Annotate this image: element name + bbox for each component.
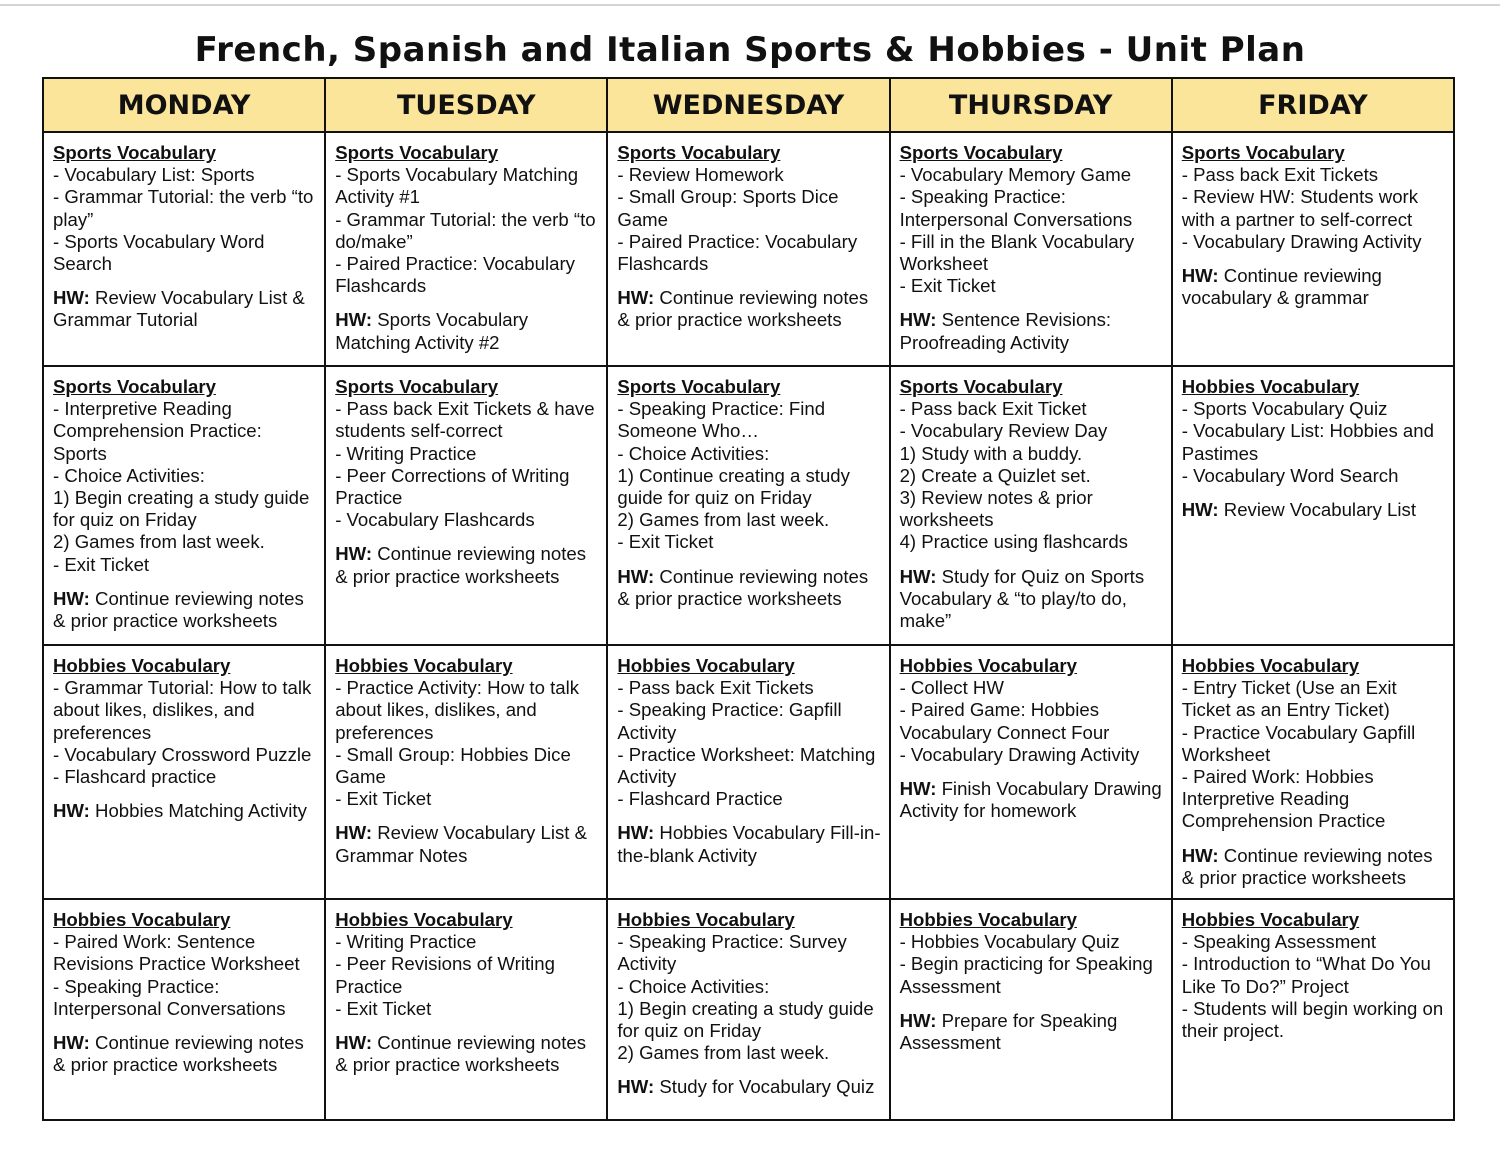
day-cell-tuesday — [325, 645, 607, 899]
day-cell-wednesday — [607, 132, 889, 366]
day-cell-thursday — [890, 132, 1172, 366]
homework-label: HW: — [335, 1032, 373, 1054]
activity-item: - Exit Ticket — [899, 275, 996, 297]
activity-item: 1) Study with a buddy. — [899, 442, 1083, 464]
activity-item: - Vocabulary Word Search — [1181, 464, 1399, 486]
homework — [1182, 265, 1447, 309]
activity-item: - Peer Revisions of Writing Practice — [335, 953, 555, 997]
activity-item: - Review Homework — [617, 164, 784, 186]
cell-heading: Sports Vocabulary — [617, 142, 781, 163]
activity-item: - Vocabulary Flashcards — [335, 509, 535, 531]
day-header-monday: MONDAY — [43, 78, 325, 132]
homework — [53, 588, 318, 632]
activity-item: - Students will begin working on their project. — [1181, 997, 1444, 1042]
day-header-wednesday: WEDNESDAY — [607, 78, 889, 132]
activity-item: - Vocabulary Drawing Activity — [1181, 230, 1422, 252]
homework-text: Review Vocabulary List & Grammar Tutorial — [53, 287, 305, 331]
activity-item: - Review HW: Students work with a partner to self-correct — [1181, 186, 1419, 230]
activity-item: - Pass back Exit Tickets — [1181, 164, 1379, 186]
activity-item: - Pass back Exit Ticket — [899, 398, 1087, 420]
homework-label: HW: — [899, 1009, 937, 1031]
cell-heading: Hobbies Vocabulary — [335, 909, 513, 930]
week-row — [43, 366, 1454, 645]
activity-item: 1) Begin creating a study guide for quiz on Friday — [53, 487, 310, 531]
homework — [53, 1032, 318, 1076]
cell-heading: Hobbies Vocabulary — [617, 655, 795, 676]
homework-label: HW: — [1181, 499, 1219, 521]
homework-label: HW: — [1181, 844, 1219, 866]
activity-item: - Flashcard Practice — [617, 788, 783, 810]
cell-heading: Sports Vocabulary — [1181, 142, 1345, 163]
activity-item: - Speaking Practice: Survey Activity — [617, 931, 847, 975]
activity-item: - Speaking Practice: Find Someone Who… — [617, 398, 826, 442]
activity-item: - Speaking Assessment — [1181, 931, 1377, 953]
day-cell-thursday — [890, 645, 1172, 899]
activity-item: - Speaking Practice: Interpersonal Conversations — [899, 186, 1133, 230]
activity-item: - Peer Corrections of Writing Practice — [335, 464, 570, 509]
activity-item: - Vocabulary Crossword Puzzle — [53, 743, 312, 765]
homework — [617, 822, 882, 866]
homework-text: Continue reviewing notes & prior practice worksheets — [335, 1032, 586, 1076]
cell-heading: Hobbies Vocabulary — [1181, 376, 1360, 397]
activity-item: 2) Games from last week. — [617, 1042, 830, 1064]
activity-item: - Entry Ticket (Use an Exit Ticket as an Entry Ticket) — [1181, 677, 1397, 721]
homework — [617, 566, 882, 610]
homework-text: Continue reviewing notes & prior practice worksheets — [617, 565, 869, 609]
day-cell-wednesday — [607, 645, 889, 899]
activity-item: - Vocabulary Memory Game — [899, 164, 1132, 186]
activity-item: - Vocabulary Drawing Activity — [899, 743, 1140, 765]
activity-item: - Hobbies Vocabulary Quiz — [899, 931, 1120, 953]
activity-item: - Grammar Tutorial: the verb “to do/make” — [335, 208, 596, 252]
cell-heading: Hobbies Vocabulary — [899, 909, 1077, 930]
homework-label: HW: — [53, 287, 90, 309]
cell-heading: Hobbies Vocabulary — [1181, 655, 1360, 676]
cell-heading: Sports Vocabulary — [899, 376, 1063, 397]
activity-item: 1) Begin creating a study guide for quiz on Friday — [617, 997, 874, 1042]
homework-text: Review Vocabulary List — [1223, 499, 1416, 521]
homework-label: HW: — [53, 587, 90, 609]
homework-text: Continue reviewing notes & prior practice worksheets — [53, 1032, 304, 1076]
week-row — [43, 645, 1454, 899]
homework-text: Continue reviewing notes & prior practice worksheets — [1181, 844, 1433, 888]
cell-heading: Hobbies Vocabulary — [899, 655, 1077, 676]
week-row — [43, 132, 1454, 366]
homework — [53, 800, 318, 822]
homework-label: HW: — [899, 565, 937, 587]
unit-plan-table — [42, 77, 1455, 1121]
day-cell-wednesday — [607, 366, 889, 645]
day-cell-monday — [43, 645, 325, 899]
homework-label: HW: — [53, 800, 90, 822]
homework — [900, 1010, 1165, 1054]
activity-item: - Choice Activities: — [617, 975, 770, 997]
cell-heading: Sports Vocabulary — [335, 142, 499, 163]
activity-item: - Exit Ticket — [617, 531, 714, 553]
cell-heading: Hobbies Vocabulary — [617, 909, 795, 930]
homework-text: Study for Vocabulary Quiz — [659, 1076, 875, 1098]
homework-text: Continue reviewing vocabulary & grammar — [1181, 265, 1382, 309]
cell-heading: Sports Vocabulary — [53, 376, 216, 397]
activity-item: 2) Games from last week. — [53, 531, 265, 553]
activity-item: - Begin practicing for Speaking Assessment — [899, 953, 1153, 997]
homework-label: HW: — [335, 309, 373, 331]
activity-item: - Pass back Exit Tickets & have students self-correct — [335, 398, 595, 442]
activity-item: - Grammar Tutorial: the verb “to play” — [53, 186, 314, 230]
homework — [335, 822, 600, 866]
activity-item: - Writing Practice — [335, 931, 477, 953]
day-cell-monday — [43, 899, 325, 1120]
activity-item: 1) Continue creating a study guide for quiz on Friday — [617, 464, 850, 509]
activity-item: - Fill in the Blank Vocabulary Worksheet — [899, 230, 1135, 275]
activity-item: - Sports Vocabulary Quiz — [1181, 398, 1388, 420]
day-cell-friday — [1172, 645, 1454, 899]
day-header-thursday: THURSDAY — [890, 78, 1172, 132]
day-cell-tuesday — [325, 899, 607, 1120]
homework — [335, 543, 600, 587]
activity-item: - Grammar Tutorial: How to talk about likes, dislikes, and preferences — [53, 677, 312, 743]
activity-item: 2) Create a Quizlet set. — [899, 464, 1091, 486]
window-top-border — [0, 4, 1500, 6]
homework-text: Prepare for Speaking Assessment — [899, 1009, 1118, 1054]
activity-item: - Paired Practice: Vocabulary Flashcards — [617, 230, 858, 275]
homework-label: HW: — [1181, 265, 1219, 287]
homework — [1182, 845, 1447, 889]
activity-item: - Introduction to “What Do You Like To Do?” Project — [1181, 953, 1431, 997]
day-cell-thursday — [890, 899, 1172, 1120]
day-cell-friday — [1172, 899, 1454, 1120]
activity-item: - Sports Vocabulary Word Search — [53, 230, 265, 275]
activity-item: - Exit Ticket — [335, 997, 432, 1019]
day-cell-friday — [1172, 366, 1454, 645]
day-cell-monday — [43, 366, 325, 645]
day-cell-tuesday — [325, 366, 607, 645]
activity-item: - Choice Activities: — [53, 464, 205, 486]
cell-heading: Hobbies Vocabulary — [1181, 909, 1360, 930]
day-cell-tuesday — [325, 132, 607, 366]
day-cell-thursday — [890, 366, 1172, 645]
activity-item: - Speaking Practice: Gapfill Activity — [617, 699, 842, 743]
homework-label: HW: — [53, 1032, 90, 1054]
homework — [335, 1032, 600, 1076]
homework — [617, 287, 882, 331]
activity-item: - Vocabulary List: Sports — [53, 164, 255, 186]
homework-text: Hobbies Matching Activity — [95, 800, 307, 822]
page-title: French, Spanish and Italian Sports & Hobbies - Unit Plan — [194, 30, 1306, 70]
homework-label: HW: — [899, 309, 937, 331]
cell-heading: Sports Vocabulary — [617, 376, 781, 397]
week-row — [43, 899, 1454, 1120]
homework-label: HW: — [335, 543, 373, 565]
activity-item: - Exit Ticket — [53, 553, 150, 575]
cell-heading: Sports Vocabulary — [335, 376, 499, 397]
activity-item: - Interpretive Reading Comprehension Practice: Sports — [53, 398, 262, 464]
activity-item: - Flashcard practice — [53, 766, 217, 788]
day-cell-wednesday — [607, 899, 889, 1120]
activity-item: - Practice Activity: How to talk about likes, dislikes, and preferences — [335, 677, 580, 743]
activity-item: - Practice Vocabulary Gapfill Worksheet — [1181, 721, 1416, 765]
activity-item: 3) Review notes & prior worksheets — [899, 487, 1093, 531]
homework-text: Study for Quiz on Sports Vocabulary & “to play/to do, make” — [899, 565, 1145, 632]
day-cell-monday — [43, 132, 325, 366]
homework-text: Hobbies Vocabulary Fill-in-the-blank Activity — [617, 822, 881, 866]
activity-item: - Paired Practice: Vocabulary Flashcards — [335, 253, 575, 297]
activity-item: - Sports Vocabulary Matching Activity #1 — [335, 164, 579, 208]
homework-text: Continue reviewing notes & prior practice worksheets — [53, 587, 304, 632]
homework — [335, 309, 600, 353]
cell-heading: Sports Vocabulary — [899, 142, 1063, 163]
day-header-friday: FRIDAY — [1172, 78, 1454, 132]
homework — [900, 778, 1165, 822]
day-header-row — [43, 78, 1454, 132]
homework-label: HW: — [617, 287, 655, 309]
activity-item: 4) Practice using flashcards — [899, 531, 1128, 553]
homework — [1182, 499, 1447, 521]
activity-item: 2) Games from last week. — [617, 509, 830, 531]
day-cell-friday — [1172, 132, 1454, 366]
activity-item: - Paired Work: Hobbies Interpretive Reading Comprehension Practice — [1181, 766, 1386, 832]
activity-item: - Writing Practice — [335, 442, 477, 464]
homework-text: Review Vocabulary List & Grammar Notes — [335, 822, 587, 866]
activity-item: - Pass back Exit Tickets — [617, 677, 814, 699]
homework — [900, 309, 1165, 353]
cell-heading: Hobbies Vocabulary — [53, 655, 231, 676]
cell-heading: Sports Vocabulary — [53, 142, 216, 163]
homework — [53, 287, 318, 331]
cell-heading: Hobbies Vocabulary — [53, 909, 231, 930]
activity-item: - Exit Ticket — [335, 788, 432, 810]
homework-label: HW: — [617, 822, 655, 844]
homework-label: HW: — [335, 822, 373, 844]
activity-item: - Paired Work: Sentence Revisions Practice Worksheet — [53, 931, 300, 975]
homework-text: Continue reviewing notes & prior practice worksheets — [617, 287, 869, 331]
activity-item: - Collect HW — [899, 677, 1004, 699]
activity-item: - Practice Worksheet: Matching Activity — [617, 743, 876, 788]
activity-item: - Speaking Practice: Interpersonal Conversations — [53, 975, 286, 1019]
homework-text: Finish Vocabulary Drawing Activity for homework — [899, 778, 1162, 822]
homework-text: Sentence Revisions: Proofreading Activity — [899, 309, 1112, 353]
homework-label: HW: — [617, 565, 655, 587]
activity-item: - Vocabulary Review Day — [899, 420, 1108, 442]
activity-item: - Vocabulary List: Hobbies and Pastimes — [1181, 420, 1434, 464]
homework-text: Continue reviewing notes & prior practice worksheets — [335, 543, 586, 587]
homework-label: HW: — [617, 1076, 655, 1098]
activity-item: - Paired Game: Hobbies Vocabulary Connect Four — [899, 699, 1110, 743]
homework — [900, 566, 1165, 633]
cell-heading: Hobbies Vocabulary — [335, 655, 513, 676]
homework-text: Sports Vocabulary Matching Activity #2 — [335, 309, 529, 353]
homework — [617, 1076, 882, 1098]
activity-item: - Small Group: Hobbies Dice Game — [335, 743, 571, 788]
activity-item: - Small Group: Sports Dice Game — [617, 186, 839, 230]
activity-item: - Choice Activities: — [617, 442, 770, 464]
homework-label: HW: — [899, 778, 937, 800]
day-header-tuesday: TUESDAY — [325, 78, 607, 132]
